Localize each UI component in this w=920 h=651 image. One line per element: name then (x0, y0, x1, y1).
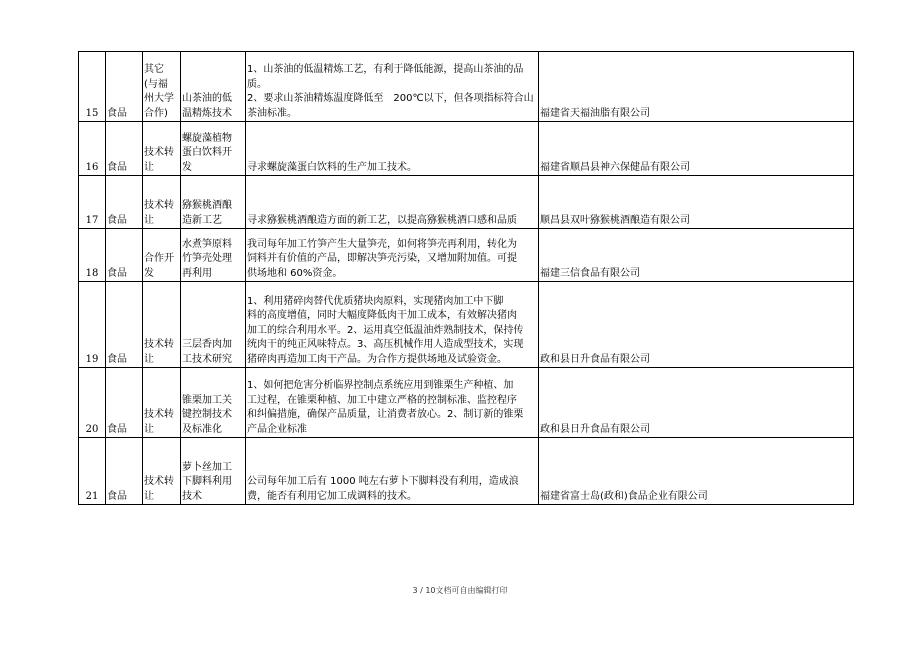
row-cooperation-mode: 合作开 发 (143, 229, 181, 282)
row-description: 公司每年加工后有 1000 吨左右萝卜下脚料没有利用，造成浪 费，能否有利用它加工成调料的技术。 (246, 438, 539, 505)
row-description: 寻求螺旋藻蛋白饮料的生产加工技术。 (246, 122, 539, 176)
row-project-name: 水煮笋原料 竹笋壳处理 再利用 (181, 229, 246, 282)
row-number: 19 (79, 282, 106, 368)
table-row (79, 52, 854, 122)
row-company: 顺昌县双叶猕猴桃酒酿造有限公司 (539, 176, 854, 229)
table-row (79, 229, 854, 282)
row-description: 1、山茶油的低温精炼工艺，有利于降低能源，提高山茶油的品 质。 2、要求山茶油精炼温度降低至 200℃以下，但各项指标符合山 茶油标准。 (246, 52, 539, 122)
row-cooperation-mode: 技术转 让 (143, 368, 181, 438)
row-company: 政和县日升食品有限公司 (539, 368, 854, 438)
row-description: 1、利用猪碎肉替代优质猪块肉原料，实现猪肉加工中下脚 料的高度增值，同时大幅度降低肉干加工成本，有效解决猪肉 加工的综合利用水平。2、运用真空低温油炸熟制技术，保持传 统肉干的纯正风味特点。3、高压机械作用人造成型技术，实现 猪碎肉再造加工肉干产品。为合作方提供场地及试验资金。 (246, 282, 539, 368)
row-project-name: 萝卜丝加工 下脚料利用 技术 (181, 438, 246, 505)
row-cooperation-mode: 技术转 让 (143, 122, 181, 176)
row-company: 福建省天福油脂有限公司 (539, 52, 854, 122)
table-row (79, 176, 854, 229)
row-cooperation-mode: 其它 (与福 州大学 合作) (143, 52, 181, 122)
row-company: 福建省富士岛(政和)食品企业有限公司 (539, 438, 854, 505)
row-number: 20 (79, 368, 106, 438)
row-company: 政和县日升食品有限公司 (539, 282, 854, 368)
row-project-name: 锥栗加工关 键控制技术 及标准化 (181, 368, 246, 438)
row-project-name: 螺旋藻植物 蛋白饮料开 发 (181, 122, 246, 176)
row-category: 食品 (106, 122, 143, 176)
row-description: 1、如何把危害分析临界控制点系统应用到锥栗生产种植、加 工过程，在锥栗种植、加工中建立严格的控制标准、监控程序 和纠偏措施，确保产品质量，让消费者放心。2、制订新的锥栗 产品企业标准 (246, 368, 539, 438)
row-project-name: 山茶油的低 温精炼技术 (181, 52, 246, 122)
row-project-name: 猕猴桃酒酿 造新工艺 (181, 176, 246, 229)
row-number: 17 (79, 176, 106, 229)
row-number: 21 (79, 438, 106, 505)
row-category: 食品 (106, 282, 143, 368)
row-description: 寻求猕猴桃酒酿造方面的新工艺，以提高猕猴桃酒口感和品质 (246, 176, 539, 229)
row-company: 福建省顺昌县神六保健品有限公司 (539, 122, 854, 176)
row-number: 15 (79, 52, 106, 122)
row-description: 我司每年加工竹笋产生大量笋壳，如何将笋壳再利用，转化为 饲料并有价值的产品，即解决笋壳污染，又增加附加值。可提 供场地和 60%资金。 (246, 229, 539, 282)
row-number: 18 (79, 229, 106, 282)
row-category: 食品 (106, 229, 143, 282)
table-row (79, 438, 854, 505)
row-cooperation-mode: 技术转 让 (143, 438, 181, 505)
row-category: 食品 (106, 52, 143, 122)
row-category: 食品 (106, 176, 143, 229)
row-category: 食品 (106, 438, 143, 505)
table-row (79, 282, 854, 368)
row-category: 食品 (106, 368, 143, 438)
row-project-name: 三层香肉加 工技术研究 (181, 282, 246, 368)
row-cooperation-mode: 技术转 让 (143, 282, 181, 368)
row-company: 福建三信食品有限公司 (539, 229, 854, 282)
page-footer: 3 / 10文档可自由编辑打印 (412, 586, 508, 595)
row-cooperation-mode: 技术转 让 (143, 176, 181, 229)
table-row (79, 368, 854, 438)
table-row (79, 122, 854, 176)
row-number: 16 (79, 122, 106, 176)
requirements-table (78, 51, 854, 505)
